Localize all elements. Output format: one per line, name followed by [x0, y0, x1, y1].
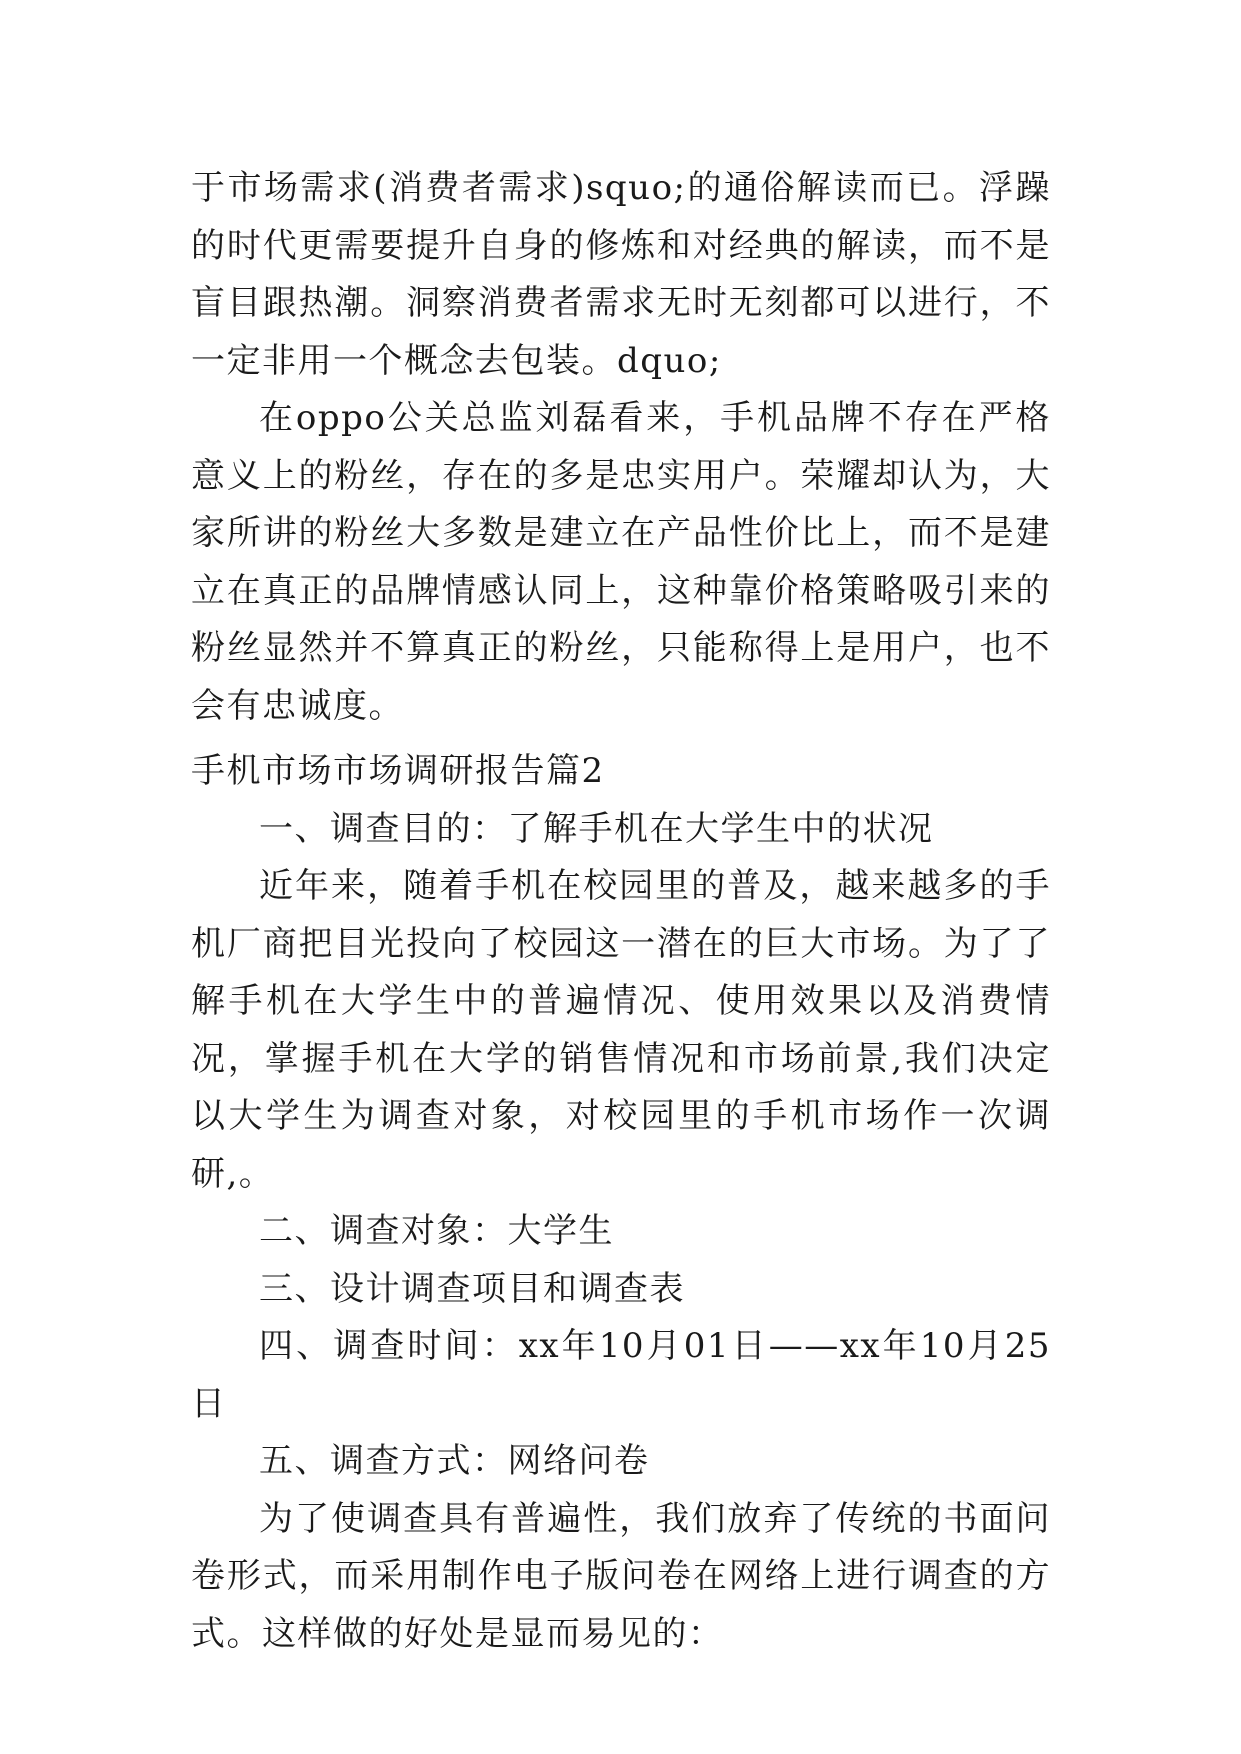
paragraph-method-reason: 为了使调查具有普遍性，我们放弃了传统的书面问卷形式，而采用制作电子版问卷在网络上进行调查的方式。这样做的好处是显而易见的：	[191, 1498, 1051, 1654]
section-1-body	[191, 160, 1051, 735]
section-2-body	[191, 743, 1051, 1663]
survey-time: 四、调查时间：xx年10月01日——xx年10月25日	[191, 1326, 1051, 1424]
survey-method: 五、调查方式：网络问卷	[259, 1441, 650, 1481]
paragraph-continued: 于市场需求(消费者需求)squo;的通俗解读而已。浮躁的时代更需要提升自身的修炼和对经典的解读，而不是盲目跟热潮。洞察消费者需求无时无刻都可以进行，不一定非用一个概念去包装。dquo;	[191, 168, 1051, 381]
section-heading: 手机市场市场调研报告篇2	[191, 751, 605, 791]
paragraph-background: 近年来，随着手机在校园里的普及，越来越多的手机厂商把目光投向了校园这一潜在的巨大市场。为了了解手机在大学生中的普遍情况、使用效果以及消费情况，掌握手机在大学的销售情况和市场前景,我们决定以大学生为调查对象，对校园里的手机市场作一次调研,。	[191, 866, 1051, 1194]
survey-purpose: 一、调查目的：了解手机在大学生中的状况	[259, 808, 934, 849]
paragraph-oppo-opinion: 在oppo公关总监刘磊看来，手机品牌不存在严格意义上的粉丝，存在的多是忠实用户。荣耀却认为，大家所讲的粉丝大多数是建立在产品性价比上，而不是建立在真正的品牌情感认同上，这种靠价格策略吸引来的粉丝显然并不算真正的粉丝，只能称得上是用户，也不会有忠诚度。	[191, 398, 1051, 726]
survey-design: 三、设计调查项目和调查表	[259, 1268, 685, 1309]
survey-subject: 二、调查对象：大学生	[259, 1211, 614, 1251]
